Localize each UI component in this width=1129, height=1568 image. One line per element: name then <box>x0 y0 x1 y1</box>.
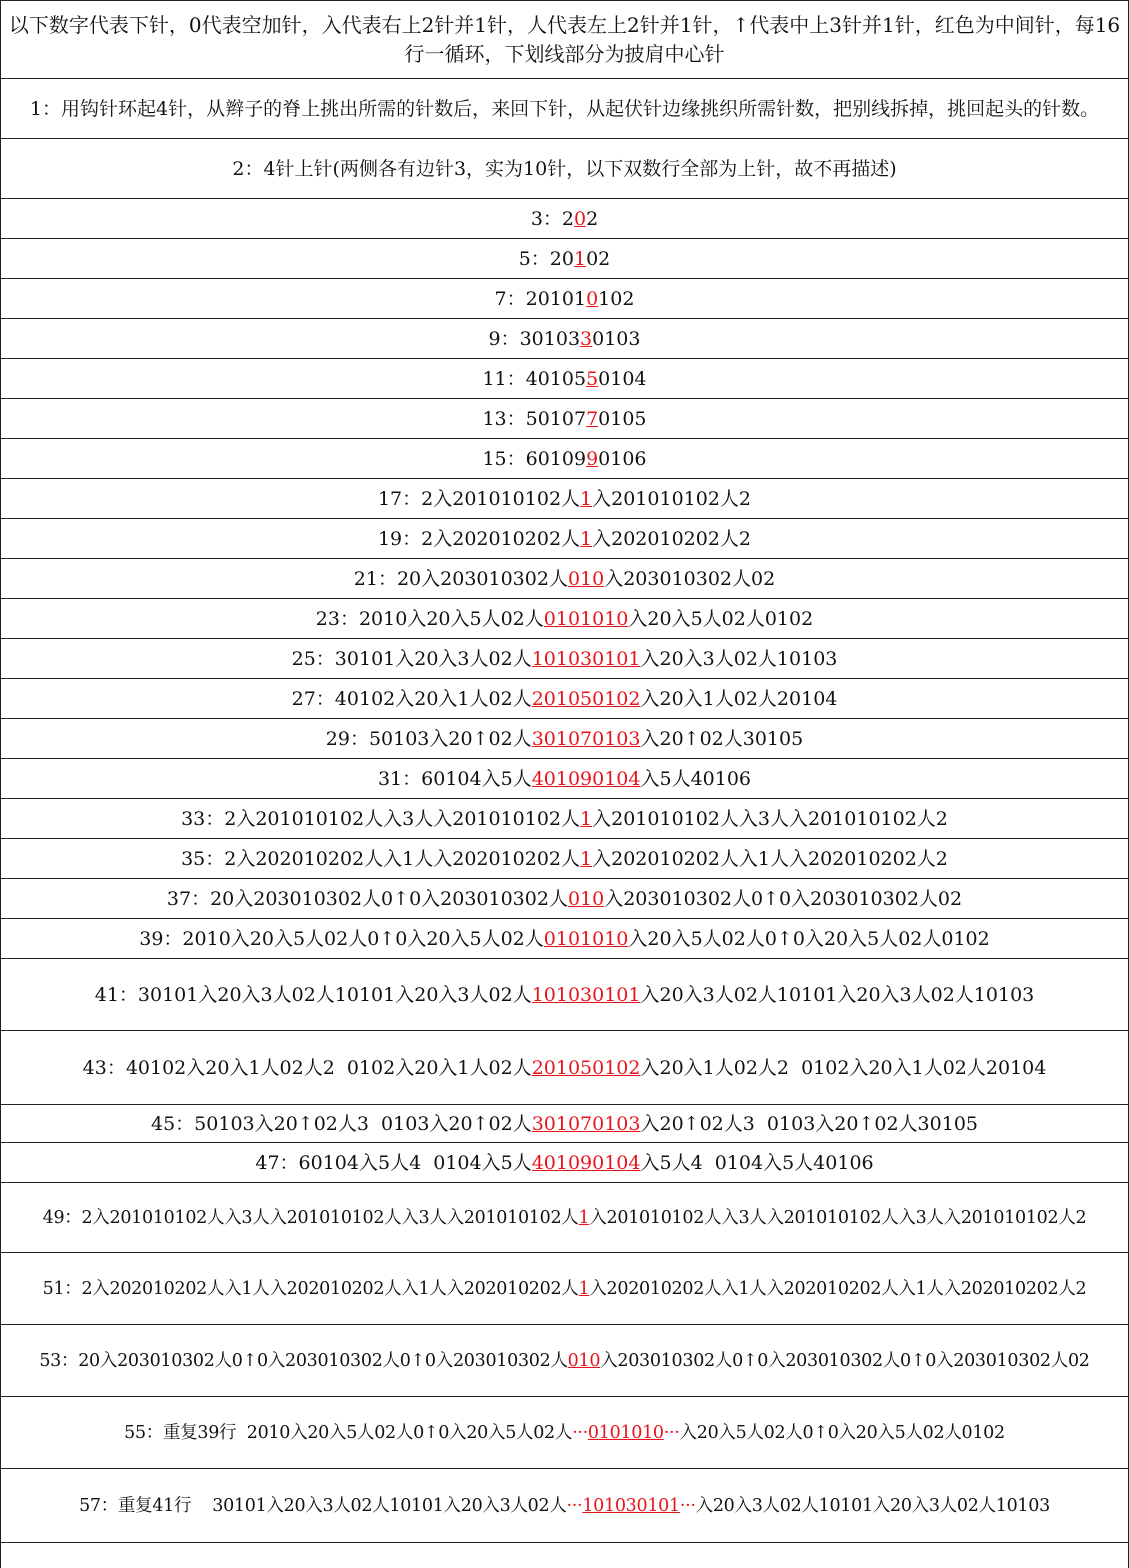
center-stitch-text: 9 <box>586 447 599 470</box>
pattern-row <box>1 1183 1128 1253</box>
stitch-text: 入201010102人2 <box>592 487 752 510</box>
center-stitch-text: 0101010 <box>543 927 629 950</box>
center-stitch-text: 0101010 <box>587 1422 664 1443</box>
row-text <box>7 1109 1122 1139</box>
stitch-text: 入20入1人02人20104 <box>640 687 838 710</box>
pattern-row <box>1 719 1128 759</box>
center-stitch-text: 010 <box>567 567 605 590</box>
row-text <box>7 244 1122 274</box>
row-text <box>7 154 1122 184</box>
center-stitch-text: 101030101 <box>531 983 641 1006</box>
center-stitch-text: 201050102 <box>531 1056 641 1079</box>
center-stitch-text: 3 <box>580 327 593 350</box>
stitch-text: 入20↑02人3 0103入20↑02人30105 <box>640 1112 978 1135</box>
row-text <box>7 884 1122 914</box>
stitch-text: 13：50107 <box>482 407 587 430</box>
stitch-text: 17：2入201010102人 <box>377 487 581 510</box>
stitch-text: 3：2 <box>530 207 574 230</box>
pattern-row <box>1 439 1128 479</box>
pattern-row <box>1 919 1128 959</box>
pattern-row <box>1 839 1128 879</box>
center-stitch-text: 101030101 <box>531 647 641 670</box>
pattern-row <box>1 479 1128 519</box>
center-stitch-text: 401090104 <box>531 1151 641 1174</box>
stitch-text: 入20入3人02人10101入20入3人02人10103 <box>695 1495 1050 1516</box>
stitch-text: 1：用钩针环起4针，从辫子的脊上挑出所需的针数后，来回下针，从起伏针边缘挑织所需针数，把别线拆掉，挑回起头的针数。 <box>29 97 1100 120</box>
pattern-row <box>1 759 1128 799</box>
center-stitch-text: 0101010 <box>543 607 629 630</box>
stitch-text: 入203010302人0↑0入203010302人0↑0入203010302人02 <box>600 1350 1090 1371</box>
stitch-text: 2：4针上针(两侧各有边针3，实为10针，以下双数行全部为上针，故不再描述) <box>232 157 897 180</box>
stitch-text: 0103 <box>592 327 641 350</box>
stitch-text: 入201010102人入3人入201010102人2 <box>592 807 948 830</box>
pattern-row <box>1 1253 1128 1325</box>
row-text <box>7 204 1122 234</box>
stitch-text: 35：2入202010202人入1人入202010202人 <box>181 847 581 870</box>
stitch-text: 11：40105 <box>482 367 587 390</box>
row-text <box>7 804 1122 834</box>
center-stitch-text: 1 <box>573 247 587 270</box>
stitch-text: 入203010302人02 <box>604 567 776 590</box>
row-text <box>7 11 1122 69</box>
stitch-text: 31：60104入5人 <box>377 767 532 790</box>
row-text <box>7 404 1122 434</box>
stitch-text: 29：50103入20↑02人 <box>325 727 532 750</box>
stitch-text: 45：50103入20↑02人3 0103入20↑02人 <box>151 1112 532 1135</box>
stitch-text: 7：20101 <box>494 287 587 310</box>
pattern-row <box>1 959 1128 1031</box>
stitch-text: 以下数字代表下针，0代表空加针，入代表右上2针并1针，人代表左上2针并1针，↑代表中上3针并1针，红色为中间针，每16行一循环，下划线部分为披肩中心针 <box>8 12 1121 66</box>
ellipsis-text: ··· <box>679 1495 696 1516</box>
pattern-row <box>1 359 1128 399</box>
center-stitch-text: 301070103 <box>531 1112 641 1135</box>
pattern-row <box>1 1325 1128 1397</box>
row-text <box>7 324 1122 354</box>
pattern-row <box>1 1469 1128 1543</box>
center-stitch-text: 010 <box>567 887 605 910</box>
row-text <box>7 1418 1122 1448</box>
stitch-text: 41：30101入20入3人02人10101入20入3人02人 <box>94 983 532 1006</box>
pattern-row <box>1 399 1128 439</box>
stitch-text: 2 <box>586 207 599 230</box>
center-stitch-text: 1 <box>578 1278 590 1299</box>
pattern-row <box>1 559 1128 599</box>
center-stitch-text: 1 <box>580 807 593 830</box>
ellipsis-text: ··· <box>572 1422 588 1443</box>
row-text <box>7 924 1122 954</box>
stitch-text: 25：30101入20入3人02人 <box>291 647 532 670</box>
stitch-text: 入202010202人入1人入202010202人入1人入202010202人2 <box>589 1278 1087 1299</box>
center-stitch-text: 5 <box>586 367 599 390</box>
center-stitch-text: 7 <box>586 407 599 430</box>
pattern-row <box>1 1397 1128 1469</box>
stitch-text: 入20入3人02人10101入20入3人02人10103 <box>640 983 1035 1006</box>
pattern-row <box>1 139 1128 199</box>
stitch-text: 15：60109 <box>482 447 587 470</box>
stitch-text: 0104 <box>598 367 647 390</box>
row-text <box>7 484 1122 514</box>
row-text <box>7 844 1122 874</box>
row-text <box>7 764 1122 794</box>
center-stitch-text: 1 <box>580 487 593 510</box>
stitch-text: 入5人40106 <box>640 767 752 790</box>
stitch-text: 02 <box>586 247 611 270</box>
stitch-text: 19：2入202010202人 <box>377 527 581 550</box>
stitch-text: 0106 <box>598 447 647 470</box>
stitch-text: 23：2010入20入5人02人 <box>315 607 544 630</box>
stitch-text: 43：40102入20入1人02人2 0102入20入1人02人 <box>82 1056 532 1079</box>
row-text <box>7 1203 1122 1233</box>
pattern-row <box>1 199 1128 239</box>
center-stitch-text: 301070103 <box>531 727 641 750</box>
pattern-row <box>1 79 1128 139</box>
row-text <box>7 684 1122 714</box>
stitch-text: 0105 <box>598 407 647 430</box>
row-text <box>7 1274 1122 1304</box>
row-text <box>7 364 1122 394</box>
center-stitch-text: 1 <box>580 847 593 870</box>
stitch-text: 入20入5人02人0↑0入20入5人02人0102 <box>628 927 990 950</box>
pattern-row <box>1 679 1128 719</box>
stitch-text: 入5人4 0104入5人40106 <box>640 1151 874 1174</box>
stitch-text: 入20入5人02人0102 <box>628 607 814 630</box>
center-stitch-text: 1 <box>580 527 593 550</box>
center-stitch-text: 0 <box>574 207 587 230</box>
center-stitch-text: 101030101 <box>582 1495 680 1516</box>
stitch-text: 入201010102人入3人入201010102人入3人入201010102人2 <box>589 1207 1087 1228</box>
row-text <box>7 1491 1122 1521</box>
stitch-text: 49：2入201010102人入3人入201010102人入3人入201010102人 <box>42 1207 579 1228</box>
stitch-text: 9：30103 <box>488 327 581 350</box>
ellipsis-text: ··· <box>663 1422 680 1443</box>
row-text <box>7 1053 1122 1083</box>
pattern-row <box>1 319 1128 359</box>
pattern-row <box>1 239 1128 279</box>
row-text <box>7 980 1122 1010</box>
stitch-text: 47：60104入5人4 0104入5人 <box>255 1151 532 1174</box>
pattern-row <box>1 799 1128 839</box>
pattern-row <box>1 1105 1128 1143</box>
row-text <box>7 724 1122 754</box>
row-text <box>7 444 1122 474</box>
pattern-row <box>1 279 1128 319</box>
row-text <box>7 524 1122 554</box>
stitch-text: 入203010302人0↑0入203010302人02 <box>604 887 963 910</box>
center-stitch-text: 010 <box>567 1350 601 1371</box>
pattern-row <box>1 599 1128 639</box>
stitch-text: 27：40102入20入1人02人 <box>291 687 532 710</box>
stitch-text: 入202010202人入1人入202010202人2 <box>592 847 948 870</box>
stitch-text: 102 <box>598 287 635 310</box>
stitch-text: 入20入3人02人10103 <box>640 647 838 670</box>
center-stitch-text: 0 <box>586 287 599 310</box>
stitch-text: 入20入5人02人0↑0入20入5人02人0102 <box>679 1422 1005 1443</box>
pattern-row <box>1 1143 1128 1183</box>
stitch-text: 入20入1人02人2 0102入20入1人02人20104 <box>640 1056 1047 1079</box>
ellipsis-text: ··· <box>566 1495 583 1516</box>
pattern-row <box>1 879 1128 919</box>
row-text <box>7 94 1122 124</box>
row-text <box>7 1346 1122 1376</box>
stitch-text: 55：重复39行 2010入20入5人02人0↑0入20入5人02人 <box>124 1422 573 1443</box>
row-text <box>7 604 1122 634</box>
center-stitch-text: 1 <box>578 1207 590 1228</box>
stitch-text: 51：2入202010202人入1人入202010202人入1人入202010202人 <box>42 1278 579 1299</box>
stitch-text: 5：20 <box>518 247 574 270</box>
stitch-text: 21：20入203010302人 <box>353 567 568 590</box>
stitch-text: 53：20入203010302人0↑0入203010302人0↑0入203010302人 <box>39 1350 568 1371</box>
pattern-row <box>1 1031 1128 1105</box>
stitch-text: 37：20入203010302人0↑0入203010302人 <box>166 887 568 910</box>
row-text <box>7 564 1122 594</box>
center-stitch-text: 401090104 <box>531 767 641 790</box>
row-text <box>7 284 1122 314</box>
row-text <box>7 644 1122 674</box>
stitch-text: 39：2010入20入5人02人0↑0入20入5人02人 <box>139 927 544 950</box>
stitch-text: 入202010202人2 <box>592 527 752 550</box>
center-stitch-text: 201050102 <box>531 687 641 710</box>
pattern-row <box>1 519 1128 559</box>
pattern-row <box>1 639 1128 679</box>
legend-row <box>1 1 1128 79</box>
row-text <box>7 1148 1122 1178</box>
stitch-text: 57：重复41行 30101入20入3人02人10101入20入3人02人 <box>79 1495 567 1516</box>
stitch-text: 33：2入201010102人入3人入201010102人 <box>181 807 581 830</box>
stitch-text: 入20↑02人30105 <box>640 727 804 750</box>
